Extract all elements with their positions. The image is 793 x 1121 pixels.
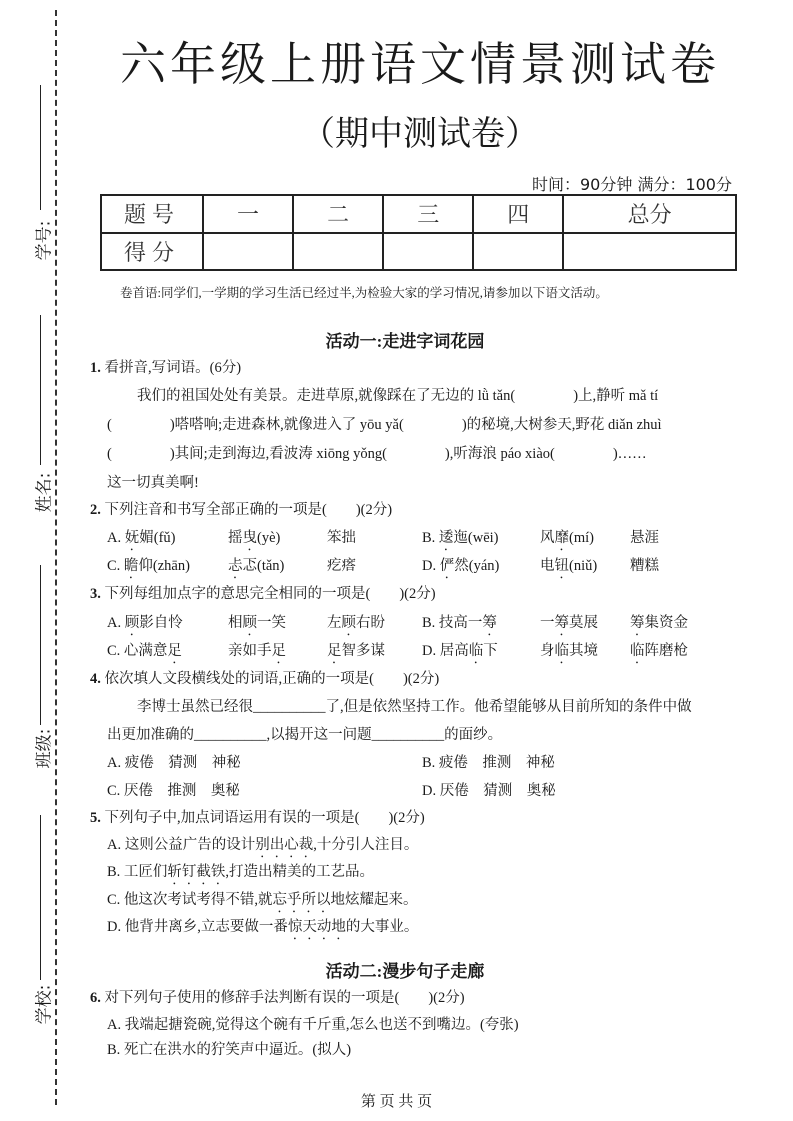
text: 风 — [540, 530, 555, 546]
emphasized-text: 瞻 — [123, 558, 139, 574]
emphasized-text: 筹 — [554, 615, 569, 631]
preface: 卷首语:同学们,一学期的学习生活已经过半,为检验大家的学习情况,请参加以下语文活动。 — [120, 286, 608, 300]
emphasized-text: 顾 — [341, 615, 356, 631]
emphasized-text: 忘乎所以 — [272, 892, 331, 908]
text: 相 — [228, 615, 243, 631]
emphasized-text: 顾 — [242, 615, 257, 631]
activity-two-heading: 活动二:漫步句子走廊 — [325, 962, 485, 981]
emphasized-text: 忐 — [228, 558, 243, 574]
text: 影自怜 — [139, 615, 183, 631]
score-row-label: 得分 — [101, 233, 203, 271]
score-cell[interactable] — [473, 233, 563, 271]
q6-option-a: A. 我端起搪瓷碗,觉得这个碗有千斤重,怎么也送不到嘴边。(夸张) — [107, 1017, 519, 1033]
text: 的大事业。 — [345, 919, 419, 935]
q2-option-item — [327, 526, 356, 547]
text: 糟糕 — [630, 558, 659, 574]
text: ,打造出精美的工艺品。 — [225, 864, 375, 880]
q2-option-item — [107, 554, 190, 582]
text: 集资金 — [644, 615, 688, 631]
q2-option-item — [228, 526, 280, 554]
text: 迤(wēi) — [453, 530, 499, 546]
text: 智多谋 — [341, 643, 385, 659]
q3-option-item — [422, 639, 498, 667]
q3-option-item — [540, 611, 598, 639]
table-header-cell: 一 — [203, 195, 293, 233]
student-id-label: 学号: — [34, 220, 55, 261]
score-table — [100, 194, 737, 271]
question-1: 1. 看拼音,写词语。(6分) — [90, 360, 242, 376]
text: (niǔ) — [569, 558, 598, 574]
page-title: 六年级上册语文情景测试卷 — [120, 37, 720, 91]
binding-dashed-line — [55, 10, 57, 1105]
q2-option-item — [540, 554, 597, 582]
text: C. 他这次考试考得不错,就 — [107, 892, 273, 908]
emphasized-text: 惊天动地 — [287, 919, 346, 935]
emphasized-text: 靡 — [554, 530, 569, 546]
q5-option — [107, 915, 418, 943]
page-footer: 第 页 共 页 — [360, 1094, 433, 1110]
q3-option-item — [107, 639, 182, 667]
class-label: 班级: — [34, 728, 55, 769]
text: D. 他背井离乡,立志要做一番 — [107, 919, 288, 935]
text: C. 心满意 — [107, 643, 168, 659]
text: 一笑 — [257, 615, 286, 631]
text: (mí) — [569, 530, 594, 546]
emphasized-text: 足 — [167, 643, 182, 659]
page-subtitle: （期中测试卷） — [301, 114, 539, 154]
emphasized-text: 曳 — [242, 530, 257, 546]
name-label: 姓名: — [34, 472, 55, 513]
emphasized-text: 俨 — [439, 558, 455, 574]
question-6: 6. 对下列句子使用的修辞手法判断有误的一项是( )(2分) — [90, 990, 465, 1006]
emphasized-text: 临 — [630, 643, 645, 659]
text: 悬涯 — [630, 530, 659, 546]
table-header-cell: 三 — [383, 195, 473, 233]
text: 地炫耀起来。 — [330, 892, 418, 908]
question-2: 2. 下列注音和书写全部正确的一项是( )(2分) — [90, 502, 393, 518]
q5-option — [107, 860, 374, 888]
q3-option-item — [630, 611, 688, 639]
q2-option-item — [422, 554, 499, 582]
q4-option-a: A. 疲倦 猜测 神秘 — [107, 755, 241, 771]
emphasized-text: 筹 — [482, 615, 497, 631]
q2-option-item — [327, 554, 356, 575]
q3-option-item — [630, 639, 688, 667]
table-header-cell: 总分 — [563, 195, 736, 233]
q3-option-item — [327, 639, 385, 667]
q4-option-b: B. 疲倦 推测 神秘 — [422, 755, 555, 771]
score-cell[interactable] — [563, 233, 736, 271]
q4-option-d: D. 厌倦 猜测 奥秘 — [422, 783, 556, 799]
time-info: 时间：90分钟 满分：100分 — [532, 175, 732, 194]
q2-option-item — [107, 526, 175, 554]
text: ,十分引人注目。 — [313, 837, 419, 853]
text: 莫展 — [569, 615, 598, 631]
text: B. — [422, 530, 439, 546]
text: A. — [107, 530, 125, 546]
school-label: 学校: — [34, 984, 55, 1025]
question-3: 3. 下列每组加点字的意思完全相同的一项是( )(2分) — [90, 586, 436, 602]
table-header-cell: 四 — [473, 195, 563, 233]
text: 身 — [540, 643, 555, 659]
text: (yè) — [257, 530, 281, 546]
question-5: 5. 下列句子中,加点词语运用有误的一项是( )(2分) — [90, 810, 425, 826]
q2-option-item — [228, 554, 284, 582]
q2-option-item — [422, 526, 499, 554]
emphasized-text: 筹 — [630, 615, 645, 631]
emphasized-text: 斩钉截铁 — [167, 864, 226, 880]
emphasized-text: 顾 — [124, 615, 140, 631]
q4-line: 出更加准确的__________,以揭开这一问题__________的面纱。 — [107, 727, 503, 743]
text: 笨拙 — [327, 530, 356, 546]
table-header-cell: 题号 — [101, 195, 203, 233]
text: B. 工匠们 — [107, 864, 168, 880]
q4-option-c: C. 厌倦 推测 奥秘 — [107, 783, 240, 799]
text: 电 — [540, 558, 555, 574]
text: 阵磨枪 — [644, 643, 688, 659]
q1-line: 我们的祖国处处有美景。走进草原,就像踩在了无边的 lǜ tǎn( )上,静听 mǎ tí — [137, 388, 659, 404]
q4-line: 李博士虽然已经很__________了,但是依然坚持工作。他希望能够从目前所知的条件中做 — [137, 699, 692, 715]
q3-option-item — [107, 611, 183, 639]
text: 一 — [540, 615, 555, 631]
text: 右盼 — [356, 615, 385, 631]
q1-line: ( )嗒嗒响;走进森林,就像进入了 yōu yǎ( )的秘境,大树参天,野花 diǎn zhuì — [107, 417, 662, 433]
text: 其境 — [569, 643, 598, 659]
score-cell[interactable] — [203, 233, 293, 271]
activity-one-heading: 活动一:走进字词花园 — [325, 332, 485, 351]
q3-option-item — [228, 611, 286, 639]
text: A. 这则公益广告的设计 — [107, 837, 256, 853]
q5-option — [107, 833, 418, 861]
q2-option-item — [630, 554, 659, 575]
text: 下 — [483, 643, 498, 659]
q3-option-item — [422, 611, 497, 639]
emphasized-text: 逶 — [438, 530, 454, 546]
text: 摇 — [228, 530, 243, 546]
score-cell[interactable] — [293, 233, 383, 271]
emphasized-text: 别出心裁 — [255, 837, 314, 853]
emphasized-text: 妩 — [124, 530, 140, 546]
q3-option-item — [540, 639, 598, 667]
table-header-cell: 二 — [293, 195, 383, 233]
text: 忑(tǎn) — [242, 558, 285, 574]
text: D. 居高 — [422, 643, 469, 659]
text: 媚(fǔ) — [139, 530, 176, 546]
text: B. 技高一 — [422, 615, 483, 631]
question-4: 4. 依次填人文段横线处的词语,正确的一项是( )(2分) — [90, 671, 440, 687]
q3-option-item — [327, 611, 385, 639]
school-line — [40, 815, 41, 980]
text: A. — [107, 615, 125, 631]
q2-option-item — [540, 526, 594, 554]
emphasized-text: 临 — [468, 643, 484, 659]
emphasized-text: 钮 — [554, 558, 569, 574]
class-line — [40, 565, 41, 725]
q6-option-b: B. 死亡在洪水的狞笑声中逼近。(拟人) — [107, 1042, 352, 1058]
text: D. — [422, 558, 440, 574]
q2-option-item — [630, 526, 659, 547]
emphasized-text: 足 — [271, 643, 286, 659]
q5-option — [107, 888, 418, 916]
emphasized-text: 足 — [327, 643, 342, 659]
text: 亲如手 — [228, 643, 272, 659]
q3-option-item — [228, 639, 286, 667]
text: 左 — [327, 615, 342, 631]
text: 然(yán) — [454, 558, 500, 574]
score-cell[interactable] — [383, 233, 473, 271]
q1-line: 这一切真美啊! — [107, 475, 199, 491]
emphasized-text: 临 — [554, 643, 569, 659]
q1-line: ( )其间;走到海边,看波涛 xiōng yǒng( ),听海浪 páo xiào( )…… — [107, 446, 647, 462]
text: 疙瘩 — [327, 558, 356, 574]
text: C. — [107, 558, 124, 574]
text: 仰(zhān) — [138, 558, 190, 574]
